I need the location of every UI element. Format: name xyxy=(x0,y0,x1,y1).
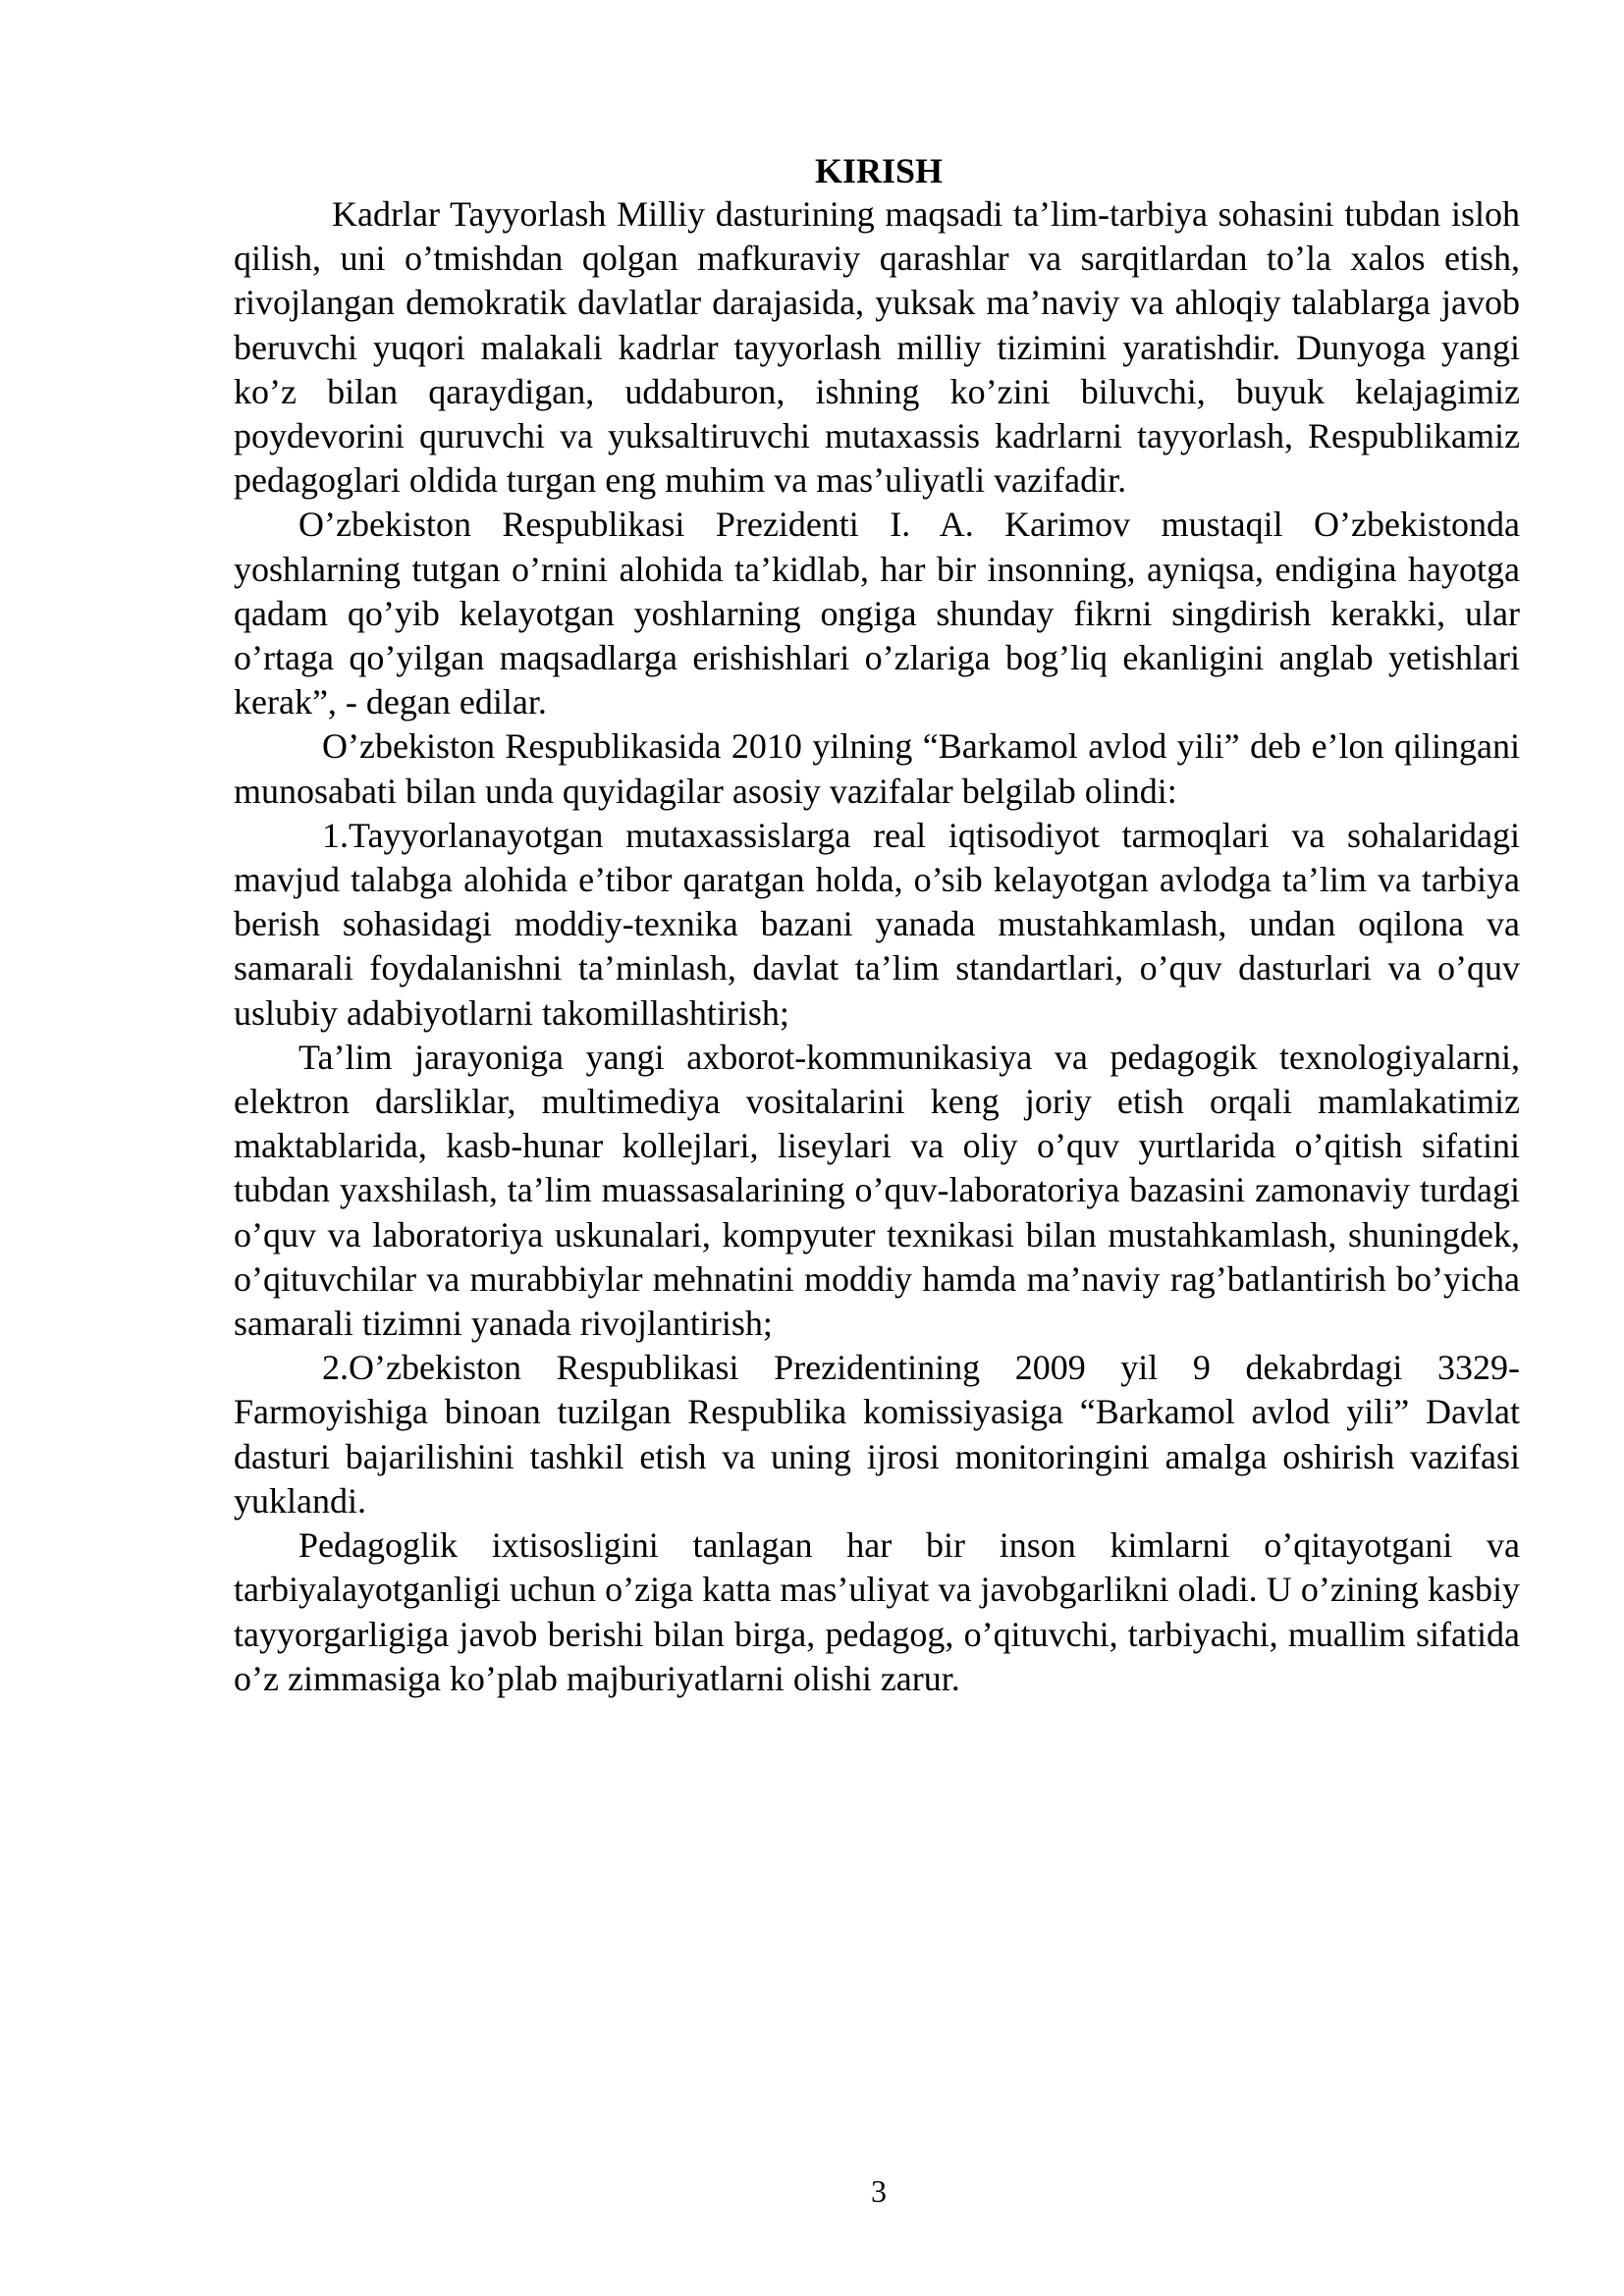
paragraph: 1.Tayyorlanayotgan mutaxassislarga real iqtisodiyot tarmoqlari va sohalaridagi mavjud talabga alohida e’tibor qaratgan holda, o’sib kelayotgan avlodga ta’lim va tarbiya berish sohasidagi moddiy-texnika bazani yanada mustahkamlash, undan oqilona va samarali foydalanishni ta’minlash, davlat ta’lim standartlari, o’quv dasturlari va o’quv uslubiy adabiyotlarni takomillashtirish; xyxy=(234,815,1520,1033)
paragraph: Ta’lim jarayoniga yangi axborot-kommunikasiya va pedagogik texnologiyalarni, elektron darsliklar, multimediya vositalarini keng joriy etish orqali mamlakatimiz maktablarida, kasb-hunar kollejlari, liseylari va oliy o’quv yurtlarida o’qitish sifatini tubdan yaxshilash, ta’lim muassasalarining o’quv-laboratoriya bazasini zamonaviy turdagi o’quv va laboratoriya uskunalari, kompyuter texnikasi bilan mustahkamlash, shuningdek, o’qituvchilar va murabbiylar mehnatini moddiy hamda ma’naviy rag’batlantirish bo’yicha samarali tizimni yanada rivojlantirish; xyxy=(234,1037,1520,1344)
paragraph: O’zbekiston Respublikasida 2010 yilning “Barkamol avlod yili” deb e’lon qilingani munosabati bilan unda quyidagilar asosiy vazifalar belgilab olindi: xyxy=(234,726,1520,811)
paragraph: O’zbekiston Respublikasi Prezidenti I. A. Karimov mustaqil O’zbekistonda yoshlarning tutgan o’rnini alohida ta’kidlab, har bir insonning, ayniqsa, endigina hayotga qadam qo’yib kelayotgan yoshlarning ongiga shunday fikrni singdirish kerakki, ular o’rtaga qo’yilgan maqsadlarga erishishlari o’zlariga bog’liq ekanligini anglab yetishlari kerak”, - degan edilar. xyxy=(234,505,1520,722)
page-title: KIRISH xyxy=(814,151,944,190)
page-number: 3 xyxy=(871,2173,887,2209)
paragraph: 2.O’zbekiston Respublikasi Prezidentining 2009 yil 9 dekabrdagi 3329-Farmoyishiga binoan tuzilgan Respublika komissiyasiga “Barkamol avlod yili” Davlat dasturi bajarilishini tashkil etish va uning ijrosi monitoringini amalga oshirish vazifasi yuklandi. xyxy=(234,1348,1520,1521)
document-body xyxy=(234,192,1520,1701)
paragraph: Kadrlar Tayyorlash Milliy dasturining maqsadi ta’lim-tarbiya sohasini tubdan isloh qilish, uni o’tmishdan qolgan mafkuraviy qarashlar va sarqitlardan to’la xalos etish, rivojlangan demokratik davlatlar darajasida, yuksak ma’naviy va ahloqiy talablarga javob beruvchi yuqori malakali kadrlar tayyorlash milliy tizimini yaratishdir. Dunyoga yangi ko’z bilan qaraydigan, uddaburon, ishning ko’zini biluvchi, buyuk kelajagimiz poydevorini quruvchi va yuksaltiruvchi mutaxassis kadrlarni tayyorlash, Respublikamiz pedagoglari oldida turgan eng muhim va mas’uliyatli vazifadir. xyxy=(234,194,1520,501)
paragraph: Pedagoglik ixtisosligini tanlagan har bir inson kimlarni o’qitayotgani va tarbiyalayotganligi uchun o’ziga katta mas’uliyat va javobgarlikni oladi. U o’zining kasbiy tayyorgarligiga javob berishi bilan birga, pedagog, o’qituvchi, tarbiyachi, muallim sifatida o’z zimmasiga ko’plab majburiyatlarni olishi zarur. xyxy=(234,1525,1520,1698)
